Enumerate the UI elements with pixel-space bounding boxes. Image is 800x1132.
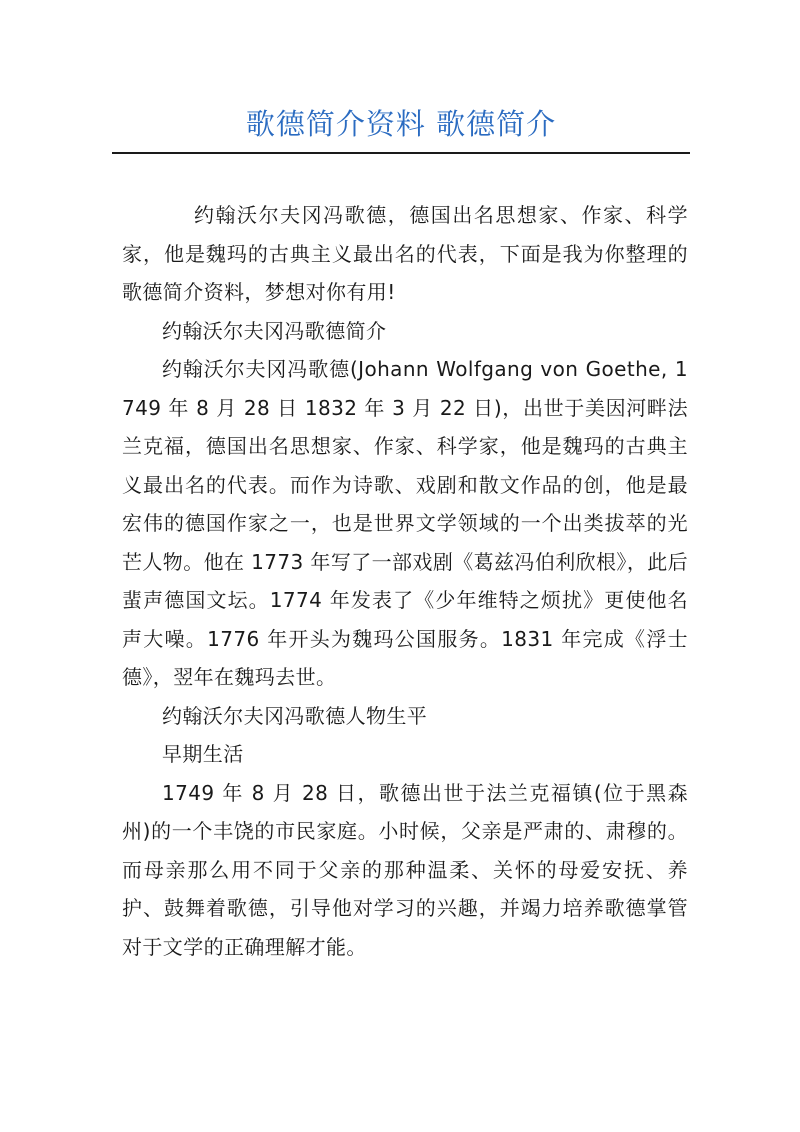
section-heading-life: 约翰沃尔夫冈冯歌德人物生平 — [162, 703, 428, 728]
section-heading-early-life: 早期生活 — [162, 742, 244, 766]
biography-paragraph: 约翰沃尔夫冈冯歌德(Johann Wolfgang von Goethe, 1749 年 8 月 28 日 1832 年 3 月 22 日)，出世于美因河畔法兰克福，德国出名思想家、作家、科学家，他是魏玛的古典主义最出名的代表。而作为诗歌、戏剧和散文作品的创，他是最宏伟的德国作家之一，也是世界文学领域的一个出类拔萃的光芒人物。他在 1773 年写了一部戏剧《葛兹冯伯利欣根》，此后蜚声德国文坛。1774 年发表了《少年维特之烦扰》更使他名声大噪。1776 年开头为魏玛公国服务。1831 年完成《浮士德》，翌年在魏玛去世。 — [122, 357, 689, 689]
document-title: 歌德简介资料 歌德简介 — [245, 107, 557, 141]
document-body — [122, 196, 688, 966]
early-life-paragraph: 1749 年 8 月 28 日，歌德出世于法兰克福镇(位于黑森州)的一个丰饶的市民家庭。小时候，父亲是严肃的、肃穆的。而母亲那么用不同于父亲的那种温柔、关怀的母爱安抚、养护、鼓舞着歌德，引导他对学习的兴趣，并竭力培养歌德掌管对于文学的正确理解才能。 — [122, 780, 688, 959]
title-underline — [112, 152, 690, 154]
intro-paragraph: 约翰沃尔夫冈冯歌德，德国出名思想家、作家、科学家，他是魏玛的古典主义最出名的代表，下面是我为你整理的歌德简介资料，梦想对你有用! — [122, 203, 688, 304]
section-heading-intro: 约翰沃尔夫冈冯歌德简介 — [162, 318, 387, 343]
